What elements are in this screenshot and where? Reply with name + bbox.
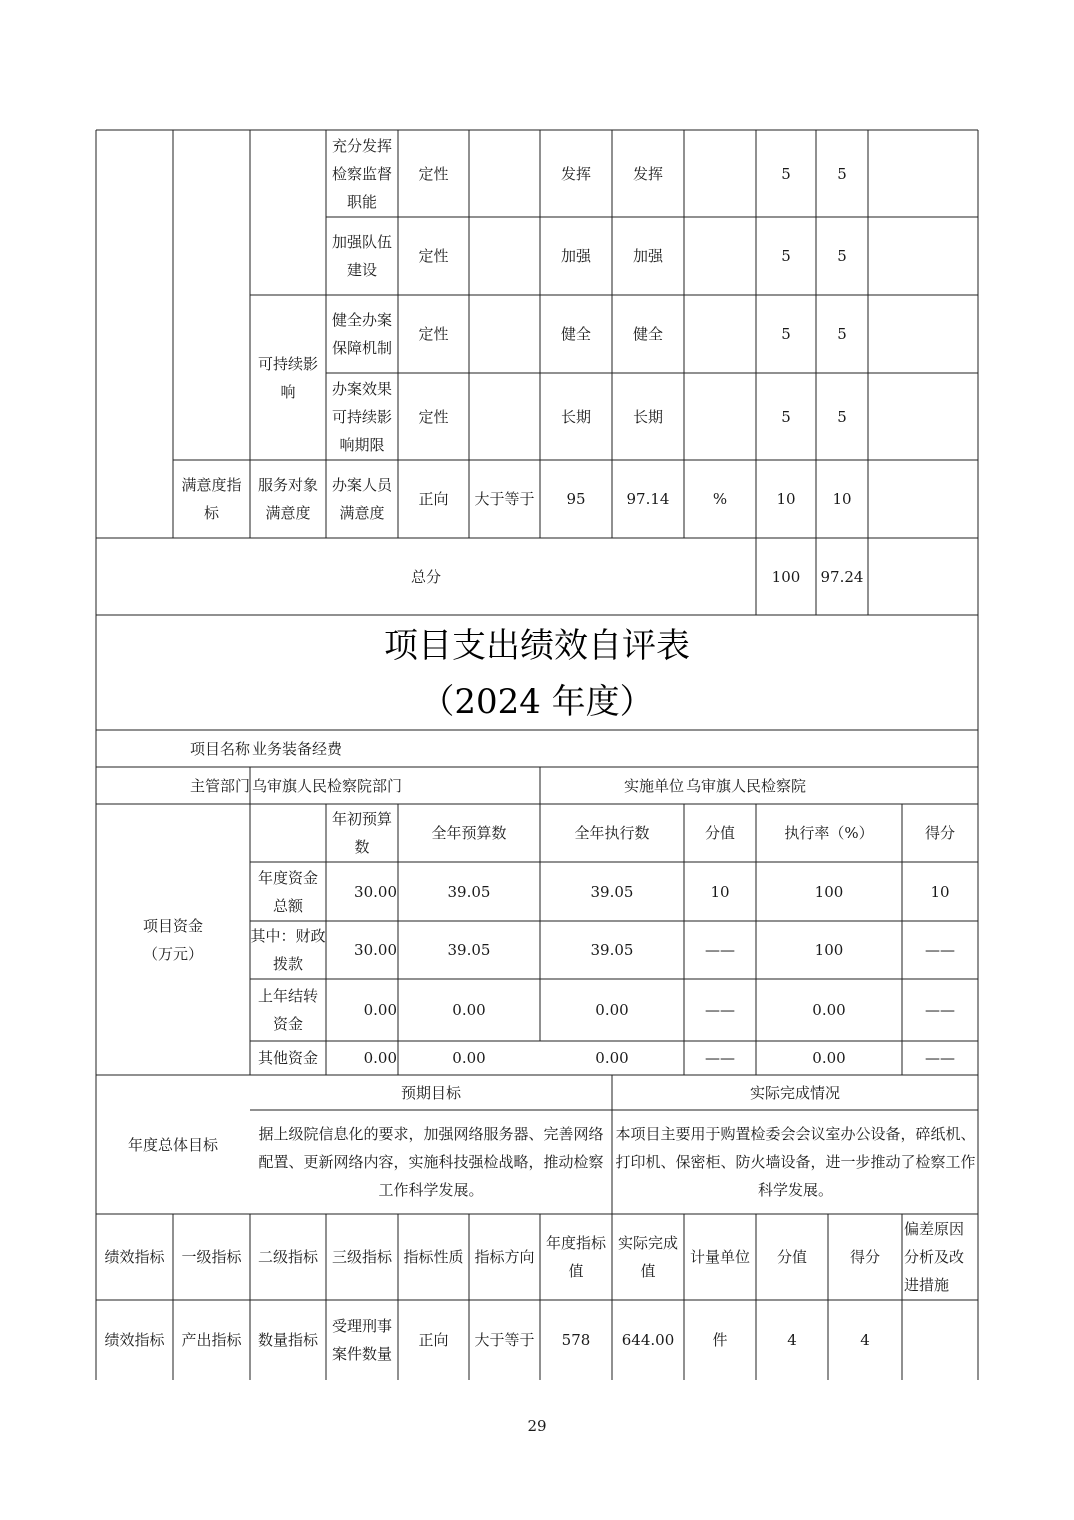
- row3-direction: [469, 373, 540, 460]
- ind-row-4: 正向: [418, 1331, 449, 1349]
- row2-actual: 健全: [632, 325, 663, 343]
- ind-header-4: 指标性质: [403, 1248, 464, 1266]
- project-name-value: 业务装备经费: [252, 739, 343, 758]
- ind-header-10: 得分: [849, 1248, 880, 1266]
- goals-actual-label: 实际完成情况: [749, 1083, 840, 1102]
- funds-header-value: 分值: [704, 824, 735, 842]
- row4-nature: 正向: [418, 490, 449, 508]
- page-number: 29: [527, 1417, 547, 1435]
- row4-third: 办案人员 满意度: [331, 476, 392, 522]
- row1-nature: 定性: [418, 247, 449, 265]
- ind-header-7: 实际完成 值: [617, 1234, 678, 1280]
- row0-direction: [469, 130, 540, 217]
- row0-target: 发挥: [560, 164, 591, 183]
- funds-row0-annual: 39.05: [447, 882, 491, 901]
- funds-header-executed: 全年执行数: [574, 824, 650, 842]
- ind-header-3: 三级指标: [331, 1248, 392, 1266]
- row3-unit: [684, 373, 756, 460]
- funds-row3-name: 其他资金: [257, 1049, 318, 1067]
- ind-header-11: 偏差原因 分析及改 进措施: [904, 1220, 965, 1294]
- row3-third: 办案效果 可持续影 响期限: [331, 379, 392, 454]
- row0-unit: [684, 130, 756, 217]
- form-title: 项目支出绩效自评表: [384, 626, 690, 666]
- ind-row-2: 数量指标: [257, 1331, 318, 1349]
- funds-row3-annual: 0.00: [452, 1049, 486, 1067]
- funds-row1-rate: 100: [814, 941, 844, 959]
- goals-expected-label: 预期目标: [400, 1083, 461, 1102]
- row4-score-value: 10: [776, 490, 796, 508]
- funds-row2-annual: 0.00: [452, 1001, 486, 1019]
- ind-header-6: 年度指标 值: [545, 1234, 606, 1280]
- row4-target: 95: [566, 490, 586, 508]
- funds-row3-score: ——: [925, 1049, 955, 1067]
- funds-row2-executed: 0.00: [595, 1001, 629, 1019]
- funds-header-rate: 执行率（%）: [784, 824, 874, 842]
- ind-row-0: 绩效指标: [104, 1331, 165, 1349]
- row1-score: 5: [837, 247, 847, 265]
- funds-row1-value: ——: [705, 941, 735, 959]
- goals-expected-text: 据上级院信息化的要求，加强网络服务器、完善网络配置、更新网络内容，实施科技强检战略，推动检察工作科学发展。: [258, 1125, 604, 1199]
- ind-header-0: 绩效指标: [104, 1248, 165, 1266]
- ind-header-2: 二级指标: [257, 1248, 318, 1266]
- goals-actual-text: 本项目主要用于购置检委会会议室办公设备，碎纸机、打印机、保密柜、防火墙设备，进一步推动了检察工作科学发展。: [615, 1125, 976, 1199]
- funds-row2-name: 上年结转 资金: [257, 987, 318, 1033]
- row2-nature: 定性: [418, 325, 449, 343]
- row0-nature: 定性: [418, 164, 449, 183]
- row3-nature: 定性: [418, 407, 449, 426]
- funds-row3-rate: 0.00: [812, 1049, 846, 1067]
- funds-row2-initial: 0.00: [363, 1001, 397, 1019]
- row1-target: 加强: [560, 247, 591, 265]
- funds-row1-executed: 39.05: [590, 941, 634, 959]
- sustain-label: 可持续影 响: [257, 354, 318, 401]
- satisfaction-second-level: 服务对象 满意度: [257, 476, 318, 522]
- row2-unit: [684, 295, 756, 373]
- funds-header-initial: 年初预算 数: [331, 810, 392, 856]
- row4-unit: %: [712, 490, 728, 508]
- ind-row-3: 受理刑事 案件数量: [331, 1317, 392, 1363]
- row0-actual: 发挥: [632, 164, 663, 183]
- row2-score-value: 5: [781, 325, 791, 343]
- dept-value: 乌审旗人民检察院部门: [252, 776, 403, 795]
- ind-row-1: 产出指标: [181, 1331, 242, 1349]
- row1-unit: [684, 217, 756, 295]
- row0-score: 5: [837, 164, 847, 183]
- row4-direction: 大于等于: [474, 490, 535, 508]
- funds-row3-initial: 0.00: [363, 1049, 397, 1067]
- funds-row1-annual: 39.05: [447, 941, 491, 959]
- row0-score-value: 5: [781, 164, 791, 183]
- funds-row0-executed: 39.05: [590, 882, 634, 901]
- row0-third: 充分发挥 检察监督 职能: [331, 136, 392, 211]
- ind-row-7: 644.00: [621, 1331, 675, 1349]
- ind-header-1: 一级指标: [181, 1248, 242, 1266]
- funds-header-annual: 全年预算数: [431, 824, 507, 842]
- ind-row-6: 578: [561, 1331, 591, 1349]
- ind-row-9: 4: [787, 1331, 797, 1349]
- funds-row3-value: ——: [705, 1049, 735, 1067]
- ind-header-9: 分值: [776, 1248, 807, 1266]
- funds-row1-initial: 30.00: [354, 941, 397, 959]
- impl-value: 乌审旗人民检察院: [686, 776, 807, 795]
- row1-actual: 加强: [632, 247, 663, 265]
- goals-label: 年度总体目标: [127, 1135, 218, 1154]
- row3-target: 长期: [560, 407, 591, 426]
- row4-actual: 97.14: [626, 490, 670, 508]
- funds-label: 项目资金 （万元）: [142, 916, 203, 963]
- funds-row1-name: 其中：财政 拨款: [250, 927, 326, 973]
- ind-header-8: 计量单位: [689, 1248, 750, 1266]
- funds-row2-rate: 0.00: [812, 1001, 846, 1019]
- row1-score-value: 5: [781, 247, 791, 265]
- satisfaction-first-level: 满意度指 标: [181, 476, 242, 522]
- funds-row0-rate: 100: [814, 882, 844, 901]
- impl-label: 实施单位: [623, 776, 684, 795]
- funds-row2-score: ——: [925, 1001, 955, 1019]
- funds-row0-value: 10: [710, 882, 730, 901]
- dept-label: 主管部门: [189, 776, 250, 795]
- row3-actual: 长期: [632, 407, 663, 426]
- total-score: 97.24: [820, 567, 864, 586]
- row2-direction: [469, 295, 540, 373]
- funds-header-score: 得分: [924, 824, 955, 842]
- row2-target: 健全: [560, 325, 591, 343]
- row3-score: 5: [837, 407, 847, 426]
- ind-row-10: 4: [860, 1331, 870, 1349]
- ind-row-5: 大于等于: [474, 1331, 535, 1349]
- row3-score-value: 5: [781, 407, 791, 426]
- row2-score: 5: [837, 325, 847, 343]
- funds-row2-value: ——: [705, 1001, 735, 1019]
- funds-row0-initial: 30.00: [354, 882, 397, 901]
- row1-direction: [469, 217, 540, 295]
- ind-row-8: 件: [712, 1331, 728, 1349]
- funds-row1-score: ——: [925, 941, 955, 959]
- ind-row-11: [902, 1300, 978, 1380]
- ind-header-5: 指标方向: [474, 1248, 535, 1266]
- project-name-label: 项目名称: [189, 739, 250, 758]
- total-score-value: 100: [771, 567, 801, 586]
- funds-row0-name: 年度资金 总额: [257, 868, 318, 915]
- row1-third: 加强队伍 建设: [331, 233, 392, 279]
- row2-third: 健全办案 保障机制: [331, 311, 392, 357]
- row4-score: 10: [832, 490, 852, 508]
- form-year: （2024 年度）: [420, 682, 654, 722]
- funds-row3-executed: 0.00: [595, 1049, 629, 1067]
- total-label: 总分: [410, 567, 441, 586]
- funds-row0-score: 10: [930, 882, 950, 901]
